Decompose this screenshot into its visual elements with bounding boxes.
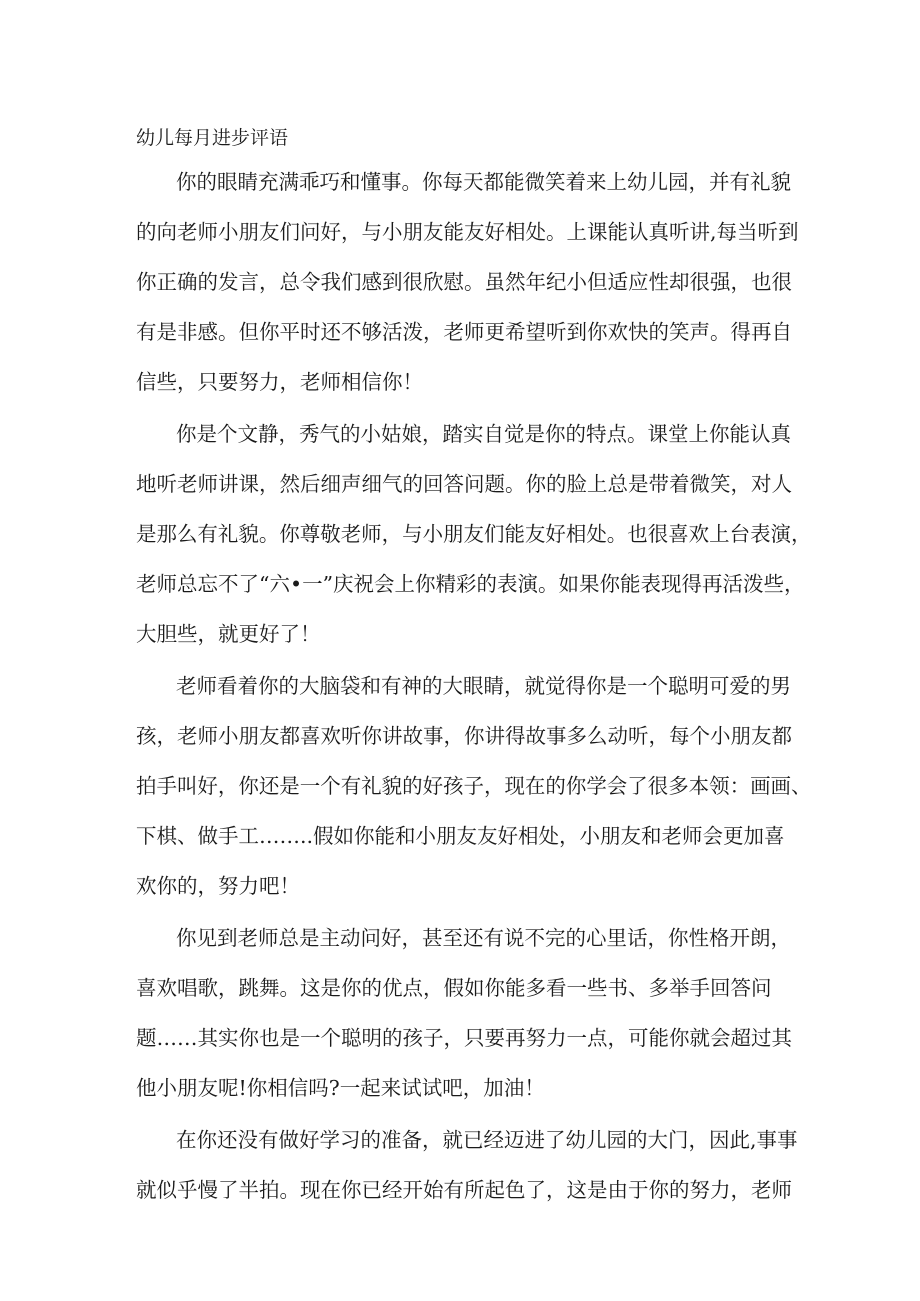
paragraph-3-line-2: 孩，老师小朋友都喜欢听你讲故事，你讲得故事多么动听，每个小朋友都: [136, 724, 792, 748]
paragraph-2-line-5: 大胆些，就更好了！: [136, 622, 321, 646]
paragraph-2-line-1: 你是个文静，秀气的小姑娘，踏实自觉是你的特点。课堂上你能认真: [176, 422, 791, 446]
document-title: 幼儿每月进步评语: [136, 127, 289, 149]
paragraph-1-line-5: 信些，只要努力，老师相信你！: [136, 370, 423, 394]
paragraph-4-line-3: 题……其实你也是一个聪明的孩子，只要再努力一点，可能你就会超过其: [136, 1026, 792, 1050]
paragraph-3-line-5: 欢你的，努力吧！: [136, 874, 300, 898]
paragraph-4-line-1: 你见到老师总是主动问好，甚至还有说不完的心里话，你性格开朗，: [176, 926, 791, 950]
paragraph-3-line-1: 老师看着你的大脑袋和有神的大眼睛，就觉得你是一个聪明可爱的男: [176, 674, 791, 698]
paragraph-4-line-4: 他小朋友呢!你相信吗?一起来试试吧，加油！: [136, 1076, 545, 1100]
paragraph-2-line-2: 地听老师讲课，然后细声细气的回答问题。你的脸上总是带着微笑，对人: [136, 472, 792, 496]
paragraph-1-line-4: 有是非感。但你平时还不够活泼，老师更希望听到你欢快的笑声。得再自: [136, 320, 792, 344]
paragraph-5-line-2: 就似乎慢了半拍。现在你已经开始有所起色了，这是由于你的努力，老师: [136, 1178, 792, 1202]
paragraph-5-line-1: 在你还没有做好学习的准备，就已经迈进了幼儿园的大门，因此,事事: [176, 1128, 798, 1152]
paragraph-3-line-4: 下棋、做手工……..假如你能和小朋友友好相处，小朋友和老师会更加喜: [136, 824, 785, 848]
paragraph-2-line-3: 是那么有礼貌。你尊敬老师，与小朋友们能友好相处。也很喜欢上台表演，: [136, 522, 812, 546]
paragraph-4-line-2: 喜欢唱歌，跳舞。这是你的优点，假如你能多看一些书、多举手回答问: [136, 976, 772, 1000]
paragraph-1-line-2: 的向老师小朋友们问好，与小朋友能友好相处。上课能认真听讲,每当听到: [136, 220, 799, 244]
paragraph-2-line-4: 老师总忘不了“六•一”庆祝会上你精彩的表演。如果你能表现得再活泼些，: [136, 572, 805, 596]
paragraph-3-line-3: 拍手叫好，你还是一个有礼貌的好孩子，现在的你学会了很多本领：画画、: [136, 774, 812, 798]
paragraph-1-line-3: 你正确的发言，总令我们感到很欣慰。虽然年纪小但适应性却很强，也很: [136, 270, 792, 294]
paragraph-1-line-1: 你的眼睛充满乖巧和懂事。你每天都能微笑着来上幼儿园，并有礼貌: [176, 170, 791, 194]
